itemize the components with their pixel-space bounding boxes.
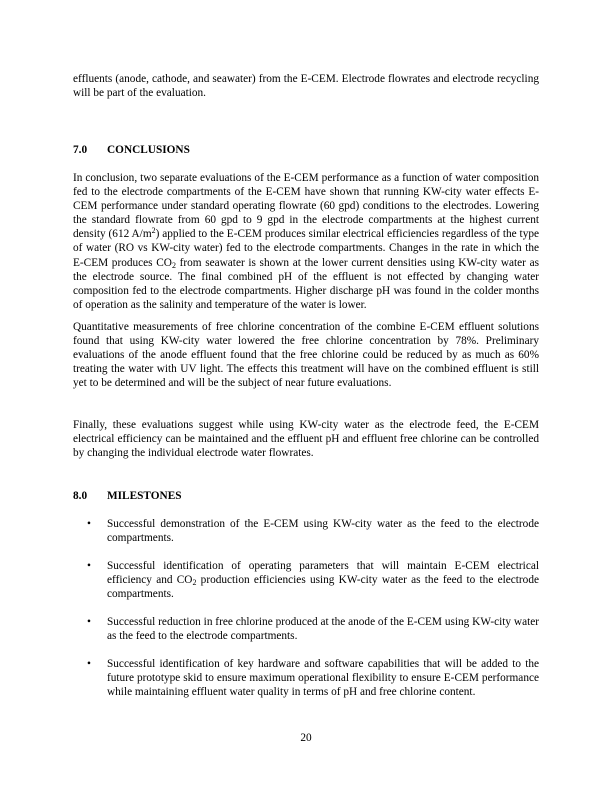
section-number: 7.0 [73, 144, 88, 156]
section-title: MILESTONES [107, 490, 182, 502]
conclusions-paragraph-1: In conclusion, two separate evaluations of the E-CEM performance as a function of water composition fed to the electrode compartments of the E-CEM have shown that running KW-city water effects E-CEM performance under standard operating flowrate (60 gpd) conditions to the electrodes. Lowering the standard flowrate from 60 gpd to 9 gpd in the electrode compartments at the highest current density (612 $A/m^2$) applied to the E-CEM produces similar electrical efficiencies regardless of the type of water (RO vs KW-city water) fed to the electrode compartments. Changes in the rate in which the E-CEM produces $CO_2$ from seawater is shown at the lower current densities using KW-city water as the electrode source. The final combined pH of the effluent is not effected by changing water composition fed to the electrode compartments. Higher discharge pH was found in the colder months of operation as the salinity and temperature of the water is lower. [73, 172, 540, 311]
milestone-list [73, 559, 539, 601]
conclusions-paragraph-2-block [73, 320, 539, 390]
list-item: • Successful identification of key hardware and software capabilities that will be added to the future prototype skid to ensure maximum operational flexibility to ensure E-CEM performance while maintaining effluent water quality in terms of pH and free chlorine content. [87, 658, 539, 699]
milestone-list [73, 657, 539, 699]
conclusions-paragraph-3: Finally, these evaluations suggest while using KW-city water as the electrode feed, the E-CEM electrical efficiency can be maintained and the effluent pH and effluent free chlorine can be controlled by changing the individual electrode water flowrates. [73, 419, 539, 460]
intro-paragraph: effluents (anode, cathode, and seawater) from the E-CEM. Electrode flowrates and electrode recycling will be part of the evaluation. [73, 73, 539, 100]
section-number: 8.0 [73, 490, 88, 502]
bullet-icon: • [87, 616, 91, 628]
bullet-icon: • [87, 658, 91, 670]
list-item: • Successful identification of operating parameters that will maintain E-CEM electrical efficiency and $CO_2$ production efficiencies using KW-city water as the feed to the electrode compartments. [87, 560, 539, 601]
milestone-list [73, 517, 539, 545]
conclusions-paragraph-1-block [73, 171, 539, 312]
page-number: 20 [300, 732, 312, 744]
conclusions-heading [73, 143, 539, 157]
section-title: CONCLUSIONS [107, 144, 190, 156]
milestones-section [73, 489, 539, 503]
bullet-icon: • [87, 560, 91, 572]
bullet-icon: • [87, 518, 91, 530]
list-item: • Successful demonstration of the E-CEM using KW-city water as the feed to the electrode compartments. [87, 518, 539, 545]
milestone-list [73, 615, 539, 643]
conclusions-paragraph-2: Quantitative measurements of free chlorine concentration of the combine E-CEM effluent solutions found that using KW-city water lowered the free chlorine concentration by 78%. Preliminary evaluations of the anode effluent found that the free chlorine could be reduced by as much as 60% treating the water with UV light. The effects this treatment will have on the combined effluent is still yet to be determined and will be the subject of near future evaluations. [73, 321, 539, 390]
intro-paragraph-block [73, 72, 539, 100]
milestones-heading [73, 489, 539, 503]
conclusions-paragraph-3-block [73, 418, 539, 460]
list-item: • Successful reduction in free chlorine produced at the anode of the E-CEM using KW-city water as the feed to the electrode compartments. [87, 616, 539, 643]
conclusions-section [73, 143, 539, 157]
